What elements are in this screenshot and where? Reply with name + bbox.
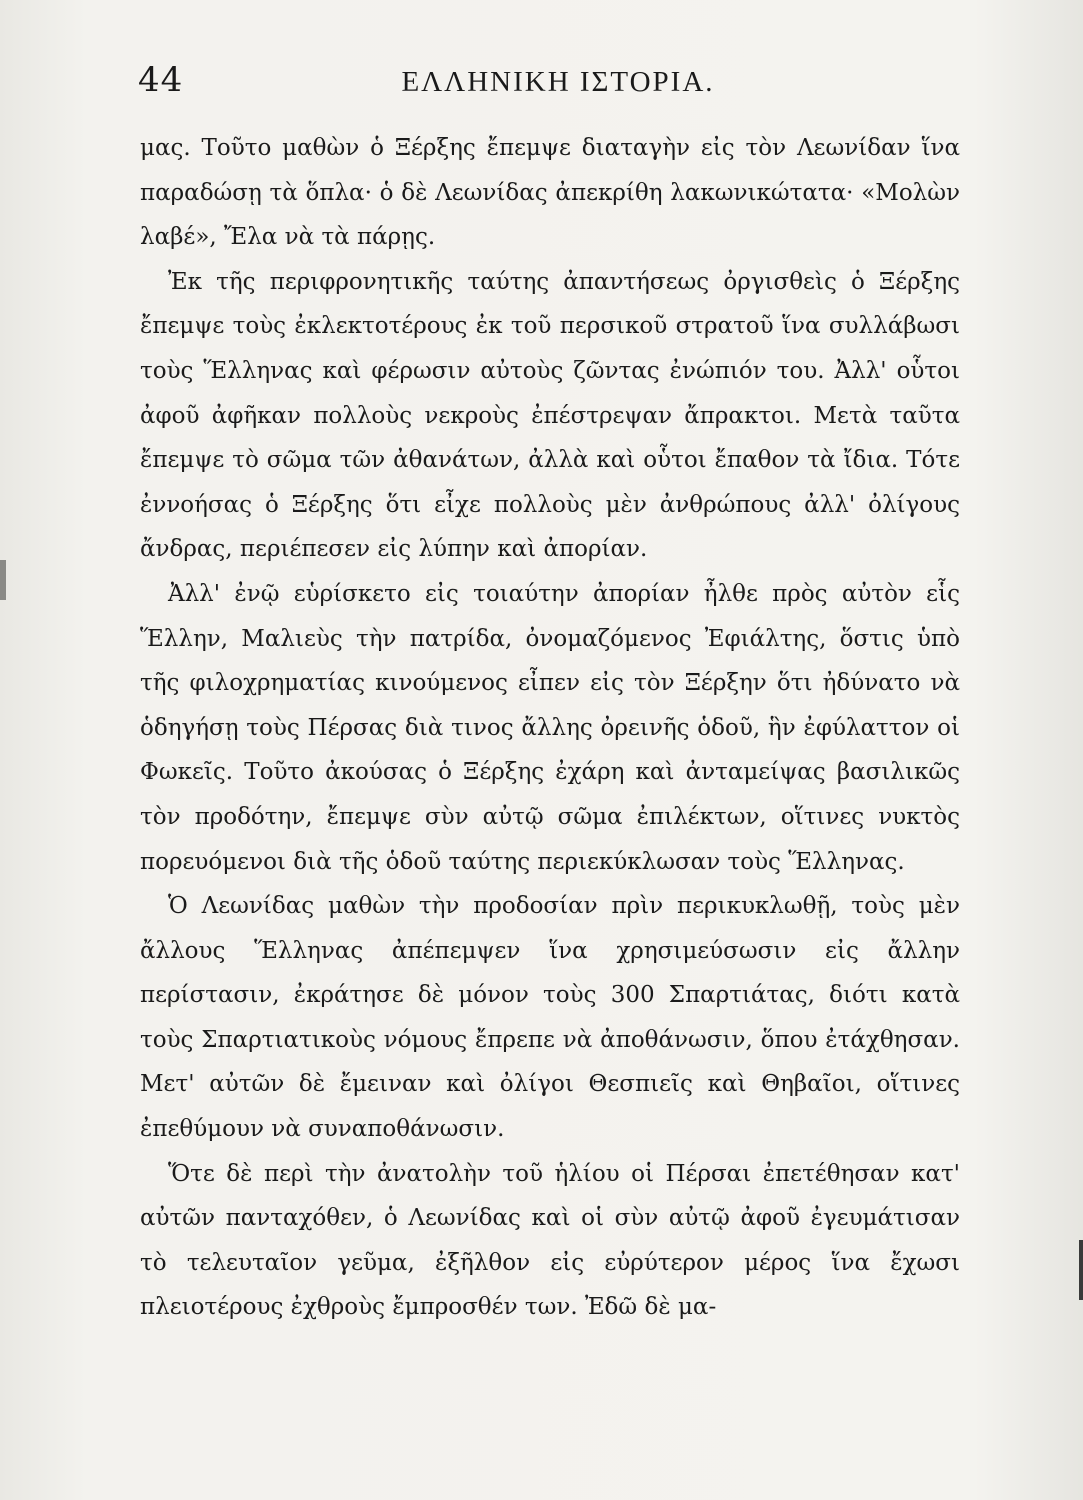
body-text [140,126,960,1330]
page-header [138,60,978,110]
paragraph-5: Ὅτε δὲ περὶ τὴν ἀνατολὴν τοῦ ἡλίου οἱ Πέρσαι ἐπετέθησαν κατ' αὐτῶν πανταχόθεν, ὁ Λεωνίδας καὶ οἱ σὺν αὐτῷ ἀφοῦ ἐγευμάτισαν τὸ τελευταῖον γεῦμα, ἐξῆλθον εἰς εὐρύτερον μέρος ἵνα ἔχωσι πλειοτέρους ἐχθροὺς ἔμπροσθέν των. Ἐδῶ δὲ μα- [140,1160,960,1321]
paragraph-4: Ὁ Λεωνίδας μαθὼν τὴν προδοσίαν πρὶν περικυκλωθῇ, τοὺς μὲν ἄλλους Ἕλληνας ἀπέπεμψεν ἵνα χρησιμεύσωσιν εἰς ἄλλην περίστασιν, ἐκράτησε δὲ μόνον τοὺς 300 Σπαρτιάτας, διότι κατὰ τοὺς Σπαρτιατικοὺς νόμους ἔπρεπε νὰ ἀποθάνωσιν, ὅπου ἐτάχθησαν. Μετ' αὐτῶν δὲ ἔμειναν καὶ ὀλίγοι Θεσπιεῖς καὶ Θηβαῖοι, οἵτινες ἐπεθύμουν νὰ συναποθάνωσιν. [140,893,960,1143]
running-title: ΕΛΛΗΝΙΚΗ ΙΣΤΟΡΙΑ. [401,66,715,98]
page-edge-mark [0,560,6,600]
paragraph-1: μας. Τοῦτο μαθὼν ὁ Ξέρξης ἔπεμψε διαταγὴν εἰς τὸν Λεωνίδαν ἵνα παραδώσῃ τὰ ὅπλα· ὁ δὲ Λεωνίδας ἀπεκρίθη λακωνικώτατα· «Μολὼν λαβέ», Ἔλα νὰ τὰ πάρῃς. [140,135,960,251]
paragraph-3: Ἀλλ' ἐνῷ εὑρίσκετο εἰς τοιαύτην ἀπορίαν ἦλθε πρὸς αὐτὸν εἷς Ἕλλην, Μαλιεὺς τὴν πατρίδα, ὀνομαζόμενος Ἐφιάλτης, ὅστις ὑπὸ τῆς φιλοχρηματίας κινούμενος εἶπεν εἰς τὸν Ξέρξην ὅτι ἠδύνατο νὰ ὁδηγήσῃ τοὺς Πέρσας διὰ τινος ἄλλης ὀρεινῆς ὁδοῦ, ἣν ἐφύλαττον οἱ Φωκεῖς. Τοῦτο ἀκούσας ὁ Ξέρξης ἐχάρη καὶ ἀνταμείψας βασιλικῶς τὸν προδότην, ἔπεμψε σὺν αὐτῷ σῶμα ἐπιλέκτων, οἵτινες νυκτὸς πορευόμενοι διὰ τῆς ὁδοῦ ταύτης περιεκύκλωσαν τοὺς Ἕλληνας. [140,580,960,875]
paragraph-2: Ἐκ τῆς περιφρονητικῆς ταύτης ἀπαντήσεως ὀργισθεὶς ὁ Ξέρξης ἔπεμψε τοὺς ἐκλεκτοτέρους ἐκ τοῦ περσικοῦ στρατοῦ ἵνα συλλάβωσι τοὺς Ἕλληνας καὶ φέρωσιν αὐτοὺς ζῶντας ἐνώπιόν του. Ἀλλ' οὗτοι ἀφοῦ ἀφῆκαν πολλοὺς νεκροὺς ἐπέστρεψαν ἄπρακτοι. Μετὰ ταῦτα ἔπεμψε τὸ σῶμα τῶν ἀθανάτων, ἀλλὰ καὶ οὗτοι ἔπαθον τὰ ἴδια. Τότε ἐννοήσας ὁ Ξέρξης ὅτι εἶχε πολλοὺς μὲν ἀνθρώπους ἀλλ' ὀλίγους ἄνδρας, περιέπεσεν εἰς λύπην καὶ ἀπορίαν. [140,268,960,563]
margin-ink-mark [1079,1240,1083,1300]
page-number: 44 [138,60,184,100]
